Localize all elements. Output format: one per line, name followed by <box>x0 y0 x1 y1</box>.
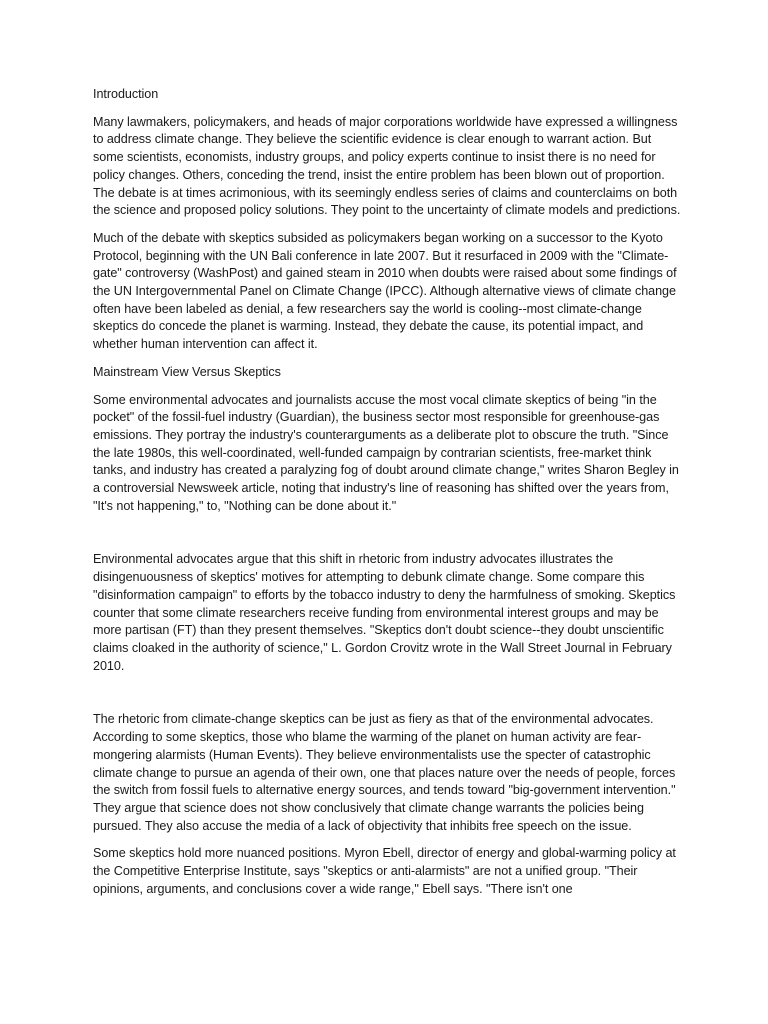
document-page <box>93 86 683 908</box>
section-heading-introduction: Introduction <box>93 87 159 101</box>
paragraph-2: Much of the debate with skeptics subsided as policymakers began working on a successor to the Kyoto Protocol, beginning with the UN Bali conference in late 2007. But it resurfaced in 2009 with the "Climate-gate" controversy (WashPost) and gained steam in 2010 when doubts were raised about some findings of the UN Intergovernmental Panel on Climate Change (IPCC). Although alternative views of climate change often have been labeled as denial, a few researchers say the world is cooling--most climate-change skeptics do concede the planet is warming. Instead, they debate the cause, its potential impact, and whether human intervention can affect it. <box>93 230 677 352</box>
blank-line <box>93 525 683 551</box>
paragraph-5: The rhetoric from climate-change skeptics can be just as fiery as that of the environmental advocates. According to some skeptics, those who blame the warming of the planet on human activity are fear-mongering alarmists (Human Events). They believe environmentalists use the specter of catastrophic climate change to pursue an agenda of their own, one that places nature over the needs of people, forces the switch from fossil fuels to alternative energy sources, and tends toward "big-government intervention." They argue that science does not show conclusively that climate change warrants the policies being pursued. They also accuse the media of a lack of objectivity that inhibits free speech on the issue. <box>93 712 676 833</box>
paragraph-6: Some skeptics hold more nuanced positions. Myron Ebell, director of energy and global-warming policy at the Competitive Enterprise Institute, says "skeptics or anti-alarmists" are not a unified group. "Their opinions, arguments, and conclusions cover a wide range," Ebell says. "There isn't one <box>93 846 676 896</box>
blank-line <box>93 685 683 711</box>
paragraph-4: Environmental advocates argue that this shift in rhetoric from industry advocates illustrates the disingenuousness of skeptics' motives for attempting to debunk climate change. Some compare this "disinformation campaign" to efforts by the tobacco industry to deny the harmfulness of smoking. Skeptics counter that some climate researchers receive funding from environmental interest groups and may be more partisan (FT) than they present themselves. "Skeptics don't doubt science--they doubt unscientific claims cloaked in the authority of science," L. Gordon Crovitz wrote in the Wall Street Journal in February 2010. <box>93 552 676 673</box>
paragraph-1: Many lawmakers, policymakers, and heads of major corporations worldwide have expressed a willingness to address climate change. They believe the scientific evidence is clear enough to warrant action. But some scientists, economists, industry groups, and policy experts continue to insist there is no need for policy changes. Others, conceding the trend, insist the entire problem has been blown out of proportion. The debate is at times acrimonious, with its seemingly endless series of claims and counterclaims on both the science and proposed policy solutions. They point to the uncertainty of climate models and predictions. <box>93 114 681 218</box>
paragraph-3: Some environmental advocates and journalists accuse the most vocal climate skeptics of being "in the pocket" of the fossil-fuel industry (Guardian), the business sector most responsible for greenhouse-gas emissions. They portray the industry's counterarguments as a deliberate plot to obscure the truth. "Since the late 1980s, this well-coordinated, well-funded campaign by contrarian scientists, free-market think tanks, and industry has created a paralyzing fog of doubt around climate change," writes Sharon Begley in a controversial Newsweek article, noting that industry's line of reasoning has shifted over the years from, "It's not happening," to, "Nothing can be done about it." <box>93 392 679 513</box>
section-heading-mainstream: Mainstream View Versus Skeptics <box>93 364 281 379</box>
